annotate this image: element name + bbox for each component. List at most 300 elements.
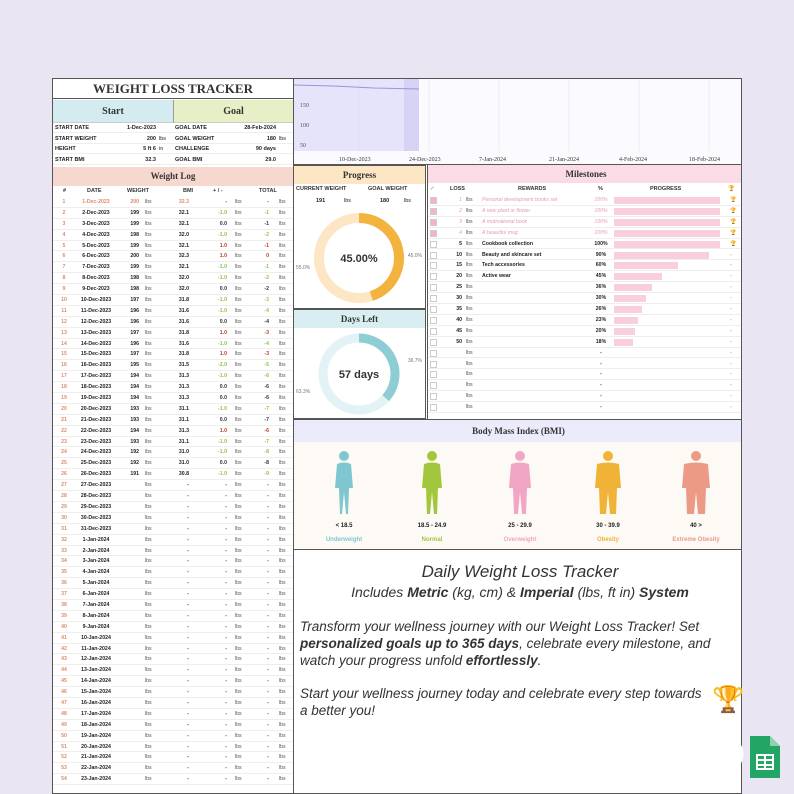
milestone-checkbox[interactable] bbox=[430, 219, 437, 226]
milestone-progress-bar bbox=[614, 339, 633, 346]
row-total: 0 bbox=[266, 253, 269, 260]
row-diff-unit: lbs bbox=[235, 656, 242, 663]
milestone-pct: 100% bbox=[594, 218, 608, 225]
brand-logo-icon bbox=[706, 734, 746, 784]
milestone-checkbox[interactable] bbox=[430, 350, 437, 357]
milestone-progress-bar bbox=[614, 262, 678, 269]
field-value[interactable]: 90 days bbox=[255, 146, 276, 152]
milestone-reward[interactable]: A motivational book bbox=[482, 218, 528, 225]
bmi-category-name: Underweight bbox=[325, 537, 363, 543]
milestone-loss: 3 bbox=[459, 218, 462, 225]
milestone-unit: lbs bbox=[466, 393, 473, 400]
field-unit: in bbox=[159, 146, 164, 152]
row-diff: -1.0 bbox=[218, 275, 227, 282]
milestone-checkbox[interactable] bbox=[430, 208, 437, 215]
bmi-panel bbox=[294, 419, 742, 550]
row-date: 20-Dec-2023 bbox=[80, 405, 112, 412]
table-row bbox=[53, 600, 293, 611]
field-value[interactable]: 1-Dec-2023 bbox=[126, 125, 156, 131]
milestone-reward[interactable]: Beauty and skincare set bbox=[482, 251, 542, 258]
row-diff: -1.0 bbox=[218, 471, 227, 478]
row-diff-unit: lbs bbox=[235, 765, 242, 772]
rewards-header: REWARDS bbox=[518, 186, 547, 192]
row-diff-unit: lbs bbox=[235, 514, 242, 521]
row-weight-unit: lbs bbox=[145, 438, 152, 445]
table-row bbox=[53, 774, 293, 785]
row-date: 15-Dec-2023 bbox=[80, 351, 112, 358]
row-diff: - bbox=[225, 623, 227, 630]
table-row bbox=[53, 230, 293, 241]
check-column-header-icon: ✓ bbox=[430, 186, 435, 192]
row-weight[interactable]: 197 bbox=[130, 351, 139, 358]
milestone-checkbox[interactable] bbox=[430, 252, 437, 259]
milestone-checkbox[interactable] bbox=[430, 382, 437, 389]
dash-marker: - bbox=[730, 251, 732, 258]
row-diff-unit: lbs bbox=[235, 634, 242, 641]
row-date: 2-Jan-2024 bbox=[82, 547, 110, 554]
row-bmi: - bbox=[187, 710, 189, 717]
row-total: -9 bbox=[264, 471, 269, 478]
row-number: 46 bbox=[61, 689, 67, 696]
field-row bbox=[173, 144, 293, 154]
milestone-reward[interactable]: Tech accessories bbox=[482, 262, 525, 269]
milestone-unit: lbs bbox=[466, 197, 473, 203]
row-weight[interactable]: 194 bbox=[130, 384, 139, 391]
row-weight[interactable]: 198 bbox=[130, 231, 139, 238]
row-total: - bbox=[267, 678, 269, 685]
row-bmi: 31.8 bbox=[178, 351, 189, 358]
row-diff: - bbox=[225, 580, 227, 587]
row-number: 5 bbox=[62, 242, 66, 249]
milestone-pct: 36% bbox=[595, 284, 607, 291]
row-diff: 0.0 bbox=[219, 286, 227, 293]
row-number: 29 bbox=[61, 503, 67, 510]
bmi-category-name: Obesity bbox=[596, 537, 619, 543]
weight-mini-chart bbox=[294, 79, 742, 165]
p1-part: Transform your wellness journey with our Weight Loss Tracker! Set bbox=[300, 619, 700, 634]
row-diff-unit: lbs bbox=[235, 416, 242, 423]
row-weight-unit: lbs bbox=[145, 264, 152, 271]
milestone-checkbox[interactable] bbox=[430, 361, 437, 368]
row-bmi: 31.3 bbox=[178, 395, 189, 402]
bmi-category bbox=[674, 450, 718, 543]
row-weight[interactable]: 196 bbox=[130, 340, 139, 347]
table-row bbox=[53, 578, 293, 589]
field-value[interactable]: 180 bbox=[266, 135, 276, 142]
row-weight[interactable]: 193 bbox=[130, 405, 139, 412]
row-total: - bbox=[267, 482, 269, 489]
row-date: 6-Dec-2023 bbox=[82, 253, 110, 260]
row-weight[interactable]: 196 bbox=[130, 307, 139, 314]
row-diff-unit: lbs bbox=[235, 253, 242, 260]
milestone-reward[interactable]: A beautiful mug bbox=[482, 229, 518, 236]
row-number: 15 bbox=[61, 351, 67, 358]
table-row bbox=[53, 295, 293, 306]
row-diff-unit: lbs bbox=[235, 591, 242, 598]
promo-title: Daily Weight Loss Tracker bbox=[421, 562, 619, 581]
field-label: START BMI bbox=[55, 156, 85, 163]
subtitle-part: (lbs, ft in) bbox=[573, 584, 640, 600]
row-weight[interactable]: 199 bbox=[130, 242, 139, 249]
goal-weight-label: GOAL WEIGHT bbox=[368, 186, 408, 192]
milestone-checkbox[interactable] bbox=[430, 317, 437, 324]
row-weight[interactable]: 194 bbox=[130, 373, 139, 380]
row-total-unit: lbs bbox=[279, 438, 286, 445]
milestone-checkbox[interactable] bbox=[430, 273, 437, 280]
row-weight-unit: lbs bbox=[145, 427, 152, 434]
row-total: -3 bbox=[264, 329, 269, 336]
mini-chart-svg bbox=[294, 79, 742, 165]
row-date: 4-Jan-2024 bbox=[82, 569, 110, 576]
row-total: -1 bbox=[264, 209, 269, 216]
row-weight-unit: lbs bbox=[145, 340, 152, 347]
mini-x-tick: 4-Feb-2024 bbox=[619, 157, 647, 163]
milestone-reward[interactable]: A new plant or flower bbox=[482, 207, 531, 214]
milestone-row bbox=[428, 282, 742, 293]
row-date: 18-Jan-2024 bbox=[81, 721, 111, 728]
row-weight-unit: lbs bbox=[145, 710, 152, 717]
row-number: 10 bbox=[61, 297, 67, 304]
row-total-unit: lbs bbox=[279, 449, 286, 456]
row-weight[interactable]: 193 bbox=[130, 416, 139, 423]
field-row bbox=[173, 155, 293, 165]
row-weight[interactable]: 192 bbox=[130, 449, 139, 456]
row-bmi: - bbox=[187, 536, 189, 543]
row-bmi: - bbox=[187, 732, 189, 739]
row-total-unit: lbs bbox=[279, 275, 286, 282]
goal-weight-value: 180 bbox=[380, 198, 390, 204]
bmi-range: 30 - 39.9 bbox=[596, 523, 620, 529]
field-value[interactable]: 200 bbox=[146, 135, 156, 142]
row-date: 7-Jan-2024 bbox=[82, 601, 110, 608]
row-bmi: - bbox=[187, 645, 189, 652]
row-weight-unit: lbs bbox=[145, 569, 152, 576]
row-weight[interactable]: 194 bbox=[130, 427, 139, 434]
row-bmi: - bbox=[187, 514, 189, 521]
table-row bbox=[53, 219, 293, 230]
row-diff: -1.0 bbox=[218, 209, 227, 216]
person-silhouette-icon bbox=[586, 450, 630, 516]
field-value[interactable]: 29.0 bbox=[265, 156, 276, 163]
table-row bbox=[53, 339, 293, 350]
row-diff: 1.0 bbox=[219, 329, 227, 336]
row-date: 14-Jan-2024 bbox=[81, 678, 111, 685]
milestone-reward[interactable]: Personal development books set bbox=[482, 197, 558, 203]
row-date: 13-Jan-2024 bbox=[81, 667, 111, 674]
field-value[interactable]: 32.3 bbox=[145, 156, 156, 163]
row-date: 30-Dec-2023 bbox=[80, 514, 112, 521]
milestone-pct: 60% bbox=[595, 262, 607, 269]
milestone-row bbox=[428, 315, 742, 326]
days-left-panel bbox=[293, 309, 426, 419]
row-total-unit: lbs bbox=[279, 460, 286, 467]
row-total-unit: lbs bbox=[279, 209, 286, 216]
row-diff: - bbox=[225, 525, 227, 532]
field-unit: lbs bbox=[279, 135, 287, 142]
row-diff-unit: lbs bbox=[235, 580, 242, 587]
row-total-unit: lbs bbox=[279, 601, 286, 608]
subtitle-part: Includes bbox=[351, 584, 408, 600]
row-date: 14-Dec-2023 bbox=[80, 340, 112, 347]
field-unit: lbs bbox=[159, 135, 167, 142]
row-number: 22 bbox=[61, 427, 67, 434]
dash-marker: - bbox=[730, 371, 732, 378]
row-weight[interactable]: 198 bbox=[130, 275, 139, 282]
milestone-checkbox[interactable] bbox=[430, 241, 437, 248]
milestone-progress-bar bbox=[614, 241, 720, 248]
milestone-loss: 45 bbox=[456, 327, 462, 334]
milestone-checkbox[interactable] bbox=[430, 197, 437, 204]
row-number: 14 bbox=[61, 340, 67, 347]
row-total: - bbox=[267, 689, 269, 696]
row-number: 54 bbox=[61, 776, 67, 783]
row-weight[interactable]: 198 bbox=[130, 286, 139, 293]
row-total: -8 bbox=[264, 449, 269, 456]
row-number: 50 bbox=[61, 732, 67, 739]
row-weight[interactable]: 199 bbox=[130, 264, 139, 271]
row-diff: - bbox=[225, 710, 227, 717]
milestone-checkbox[interactable] bbox=[430, 230, 437, 237]
row-diff-unit: lbs bbox=[235, 612, 242, 619]
row-diff-unit: lbs bbox=[235, 199, 242, 205]
field-row bbox=[173, 134, 293, 144]
milestone-progress-bar bbox=[614, 317, 638, 324]
loss-header: LOSS bbox=[450, 186, 465, 192]
row-weight-unit: lbs bbox=[145, 405, 152, 412]
milestone-pct: 23% bbox=[595, 316, 607, 323]
row-bmi: 32.0 bbox=[178, 286, 189, 293]
row-number: 27 bbox=[61, 482, 67, 489]
row-total-unit: lbs bbox=[279, 699, 286, 706]
row-diff-unit: lbs bbox=[235, 743, 242, 750]
google-sheets-icon bbox=[748, 734, 782, 780]
milestone-loss: 30 bbox=[456, 295, 462, 302]
row-weight-unit: lbs bbox=[145, 307, 152, 314]
row-diff: -1.0 bbox=[218, 449, 227, 456]
row-weight-unit: lbs bbox=[145, 384, 152, 391]
row-total-unit: lbs bbox=[279, 623, 286, 630]
row-total-unit: lbs bbox=[279, 732, 286, 739]
row-weight-unit: lbs bbox=[145, 514, 152, 521]
row-diff: - bbox=[225, 591, 227, 598]
milestone-pct: 45% bbox=[595, 273, 607, 280]
row-weight[interactable]: 197 bbox=[130, 297, 139, 304]
milestone-checkbox[interactable] bbox=[430, 371, 437, 378]
row-weight[interactable]: 197 bbox=[130, 329, 139, 336]
row-bmi: 31.8 bbox=[178, 297, 189, 304]
table-row bbox=[53, 763, 293, 774]
milestone-pct: 100% bbox=[594, 240, 608, 247]
row-diff-unit: lbs bbox=[235, 558, 242, 565]
row-weight-unit: lbs bbox=[145, 416, 152, 423]
row-number: 12 bbox=[61, 318, 67, 325]
row-diff-unit: lbs bbox=[235, 242, 242, 249]
row-date: 21-Jan-2024 bbox=[81, 754, 111, 761]
row-bmi: - bbox=[187, 569, 189, 576]
row-weight[interactable]: 192 bbox=[130, 460, 139, 467]
row-weight-unit: lbs bbox=[145, 329, 152, 336]
milestone-reward[interactable]: Active wear bbox=[482, 273, 511, 280]
milestone-checkbox[interactable] bbox=[430, 328, 437, 335]
row-bmi: 32.1 bbox=[178, 220, 189, 227]
trophy-icon: 🏆 bbox=[730, 240, 737, 247]
milestone-checkbox[interactable] bbox=[430, 306, 437, 313]
milestone-checkbox[interactable] bbox=[430, 393, 437, 400]
row-date: 22-Jan-2024 bbox=[81, 765, 111, 772]
milestone-checkbox[interactable] bbox=[430, 404, 437, 411]
row-weight[interactable]: 199 bbox=[130, 209, 139, 216]
milestone-row bbox=[428, 326, 742, 337]
row-number: 7 bbox=[62, 264, 66, 271]
row-total: - bbox=[267, 623, 269, 630]
mini-x-tick: 21-Jan-2024 bbox=[549, 157, 579, 163]
milestone-reward[interactable]: Cookbook collection bbox=[482, 240, 534, 247]
row-total: -1 bbox=[264, 242, 269, 249]
row-total-unit: lbs bbox=[279, 776, 286, 783]
row-weight[interactable]: 195 bbox=[130, 362, 139, 369]
milestone-progress-bar bbox=[614, 273, 662, 280]
milestone-unit: lbs bbox=[466, 360, 473, 367]
row-total: -4 bbox=[264, 307, 269, 314]
row-weight-unit: lbs bbox=[145, 199, 152, 205]
row-date: 3-Dec-2023 bbox=[82, 220, 110, 227]
row-weight[interactable]: 193 bbox=[130, 438, 139, 445]
row-weight[interactable]: 191 bbox=[130, 471, 139, 478]
row-diff-unit: lbs bbox=[235, 209, 242, 216]
goal-header: Goal bbox=[173, 100, 293, 123]
row-weight-unit: lbs bbox=[145, 558, 152, 565]
row-weight-unit: lbs bbox=[145, 460, 152, 467]
mini-y-tick: 150 bbox=[300, 103, 309, 109]
row-weight[interactable]: 200 bbox=[130, 199, 139, 205]
row-total-unit: lbs bbox=[279, 656, 286, 663]
row-total: - bbox=[267, 558, 269, 565]
row-total-unit: lbs bbox=[279, 427, 286, 434]
row-bmi: - bbox=[187, 558, 189, 565]
milestone-unit: lbs bbox=[466, 262, 473, 269]
row-diff: 0.0 bbox=[219, 395, 227, 402]
row-date: 27-Dec-2023 bbox=[80, 482, 112, 489]
row-date: 12-Jan-2024 bbox=[81, 656, 111, 663]
table-row bbox=[53, 752, 293, 763]
bmi-category-name: Normal bbox=[421, 537, 443, 543]
row-total-unit: lbs bbox=[279, 231, 286, 238]
person-silhouette-icon bbox=[498, 450, 542, 516]
bmi-range: 25 - 29.9 bbox=[508, 523, 532, 529]
row-date: 22-Dec-2023 bbox=[80, 427, 112, 434]
row-number: 38 bbox=[61, 601, 67, 608]
row-diff-unit: lbs bbox=[235, 307, 242, 314]
row-date: 10-Jan-2024 bbox=[81, 634, 111, 641]
row-date: 9-Dec-2023 bbox=[82, 286, 110, 293]
milestone-checkbox[interactable] bbox=[430, 262, 437, 269]
table-row bbox=[53, 491, 293, 502]
milestones-panel bbox=[427, 165, 742, 419]
row-diff: -1.0 bbox=[218, 438, 227, 445]
row-total-unit: lbs bbox=[279, 580, 286, 587]
mini-x-tick: 7-Jan-2024 bbox=[479, 157, 506, 163]
field-value[interactable]: 28-Feb-2024 bbox=[244, 125, 276, 131]
dash-marker: - bbox=[730, 284, 732, 291]
milestone-pct: - bbox=[600, 382, 602, 389]
field-value[interactable]: 5 ft 6 bbox=[143, 146, 156, 152]
table-row bbox=[53, 404, 293, 415]
table-row bbox=[53, 306, 293, 317]
row-weight-unit: lbs bbox=[145, 482, 152, 489]
milestone-pct: - bbox=[600, 371, 602, 378]
row-total: - bbox=[267, 601, 269, 608]
milestone-row bbox=[428, 380, 742, 391]
field-label: CHALLENGE bbox=[175, 146, 210, 152]
row-total: -4 bbox=[264, 318, 269, 325]
milestone-checkbox[interactable] bbox=[430, 339, 437, 346]
row-weight[interactable]: 199 bbox=[130, 220, 139, 227]
p1-effortlessly: effortlessly bbox=[465, 653, 538, 668]
milestone-pct: 30% bbox=[595, 295, 607, 302]
row-date: 25-Dec-2023 bbox=[80, 460, 112, 467]
row-diff: - bbox=[225, 776, 227, 783]
row-diff-unit: lbs bbox=[235, 710, 242, 717]
current-weight-label: CURRENT WEIGHT bbox=[296, 186, 347, 192]
milestone-checkbox[interactable] bbox=[430, 284, 437, 291]
row-weight[interactable]: 200 bbox=[130, 253, 139, 260]
row-total: -4 bbox=[264, 340, 269, 347]
row-diff-unit: lbs bbox=[235, 220, 242, 227]
row-number: 28 bbox=[61, 493, 67, 500]
row-weight[interactable]: 196 bbox=[130, 318, 139, 325]
table-row bbox=[53, 622, 293, 633]
row-bmi: 32.0 bbox=[178, 231, 189, 238]
table-row bbox=[53, 731, 293, 742]
milestone-loss: 20 bbox=[456, 273, 462, 280]
row-bmi: 30.8 bbox=[178, 471, 189, 478]
table-row bbox=[53, 349, 293, 360]
row-diff-unit: lbs bbox=[235, 482, 242, 489]
milestone-row bbox=[428, 304, 742, 315]
row-total: -2 bbox=[264, 286, 269, 293]
row-date: 5-Jan-2024 bbox=[82, 580, 110, 587]
trophy-header-icon: 🏆 bbox=[728, 186, 735, 192]
row-bmi: - bbox=[187, 667, 189, 674]
milestone-pct: - bbox=[600, 360, 602, 367]
milestone-pct: - bbox=[600, 404, 602, 411]
row-bmi: 32.1 bbox=[178, 209, 189, 216]
p1-part: , celebrate every milestone, and watch your progress unfold bbox=[300, 636, 711, 668]
milestone-pct: - bbox=[600, 393, 602, 400]
row-diff: -1.0 bbox=[218, 297, 227, 304]
row-weight-unit: lbs bbox=[145, 471, 152, 478]
row-diff-unit: lbs bbox=[235, 438, 242, 445]
row-number: 30 bbox=[61, 514, 67, 521]
row-weight-unit: lbs bbox=[145, 591, 152, 598]
row-date: 4-Dec-2023 bbox=[82, 231, 110, 238]
table-row bbox=[53, 524, 293, 535]
row-total-unit: lbs bbox=[279, 743, 286, 750]
row-date: 23-Jan-2024 bbox=[81, 776, 111, 783]
table-row bbox=[53, 611, 293, 622]
row-number: 20 bbox=[61, 405, 67, 412]
row-total: -6 bbox=[264, 395, 269, 402]
milestone-checkbox[interactable] bbox=[430, 295, 437, 302]
promo-paragraph-1 bbox=[300, 618, 740, 669]
row-weight[interactable]: 194 bbox=[130, 395, 139, 402]
table-row bbox=[53, 393, 293, 404]
row-total: -2 bbox=[264, 231, 269, 238]
row-weight-unit: lbs bbox=[145, 373, 152, 380]
milestone-loss: 15 bbox=[456, 262, 462, 269]
row-total-unit: lbs bbox=[279, 482, 286, 489]
table-row bbox=[53, 502, 293, 513]
